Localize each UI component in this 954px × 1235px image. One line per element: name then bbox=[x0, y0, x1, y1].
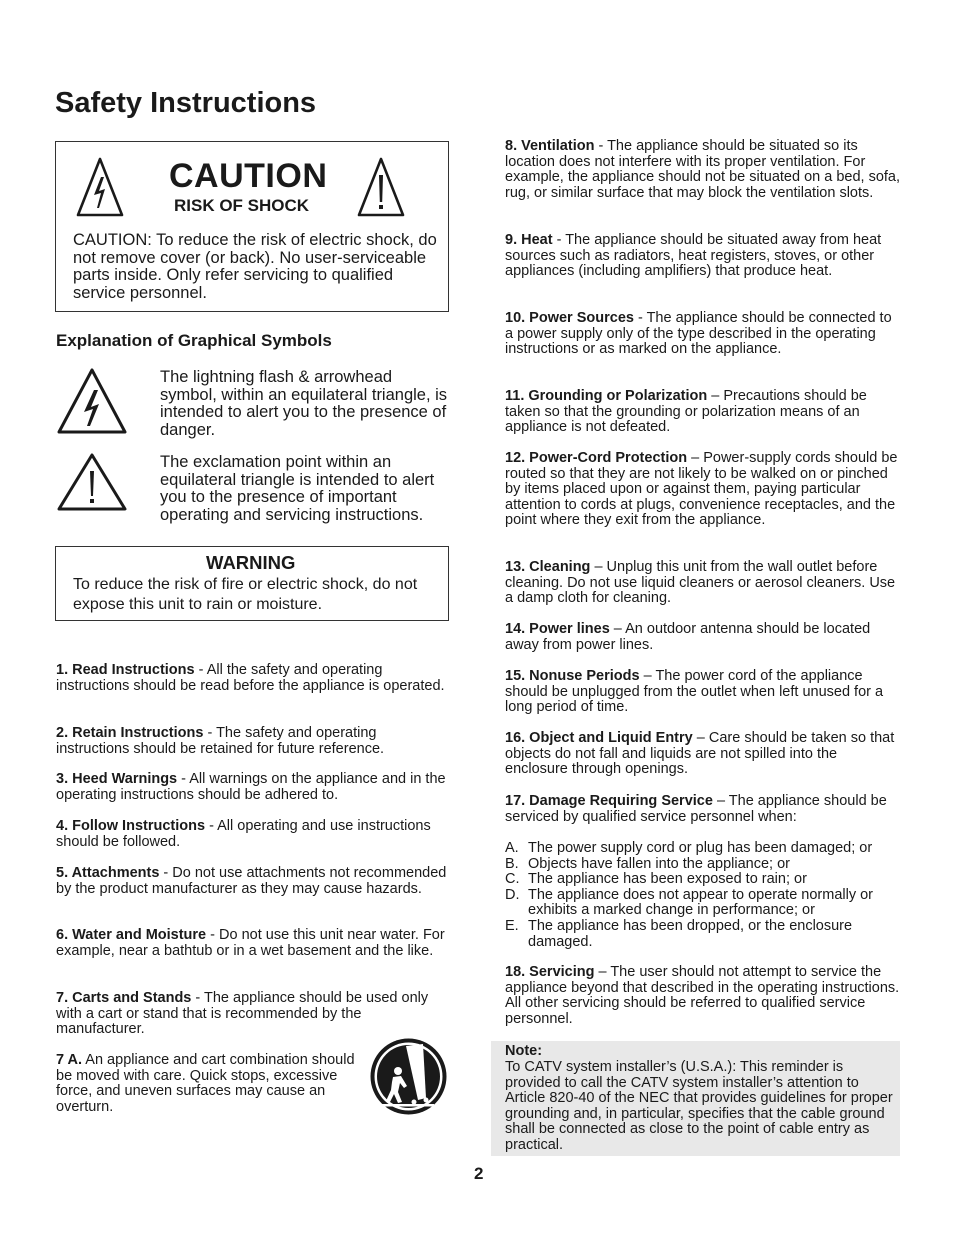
symbols-heading: Explanation of Graphical Symbols bbox=[56, 331, 332, 350]
list-item: 15. Nonuse Periods – The power cord of the appliance should be unplugged from the outlet when left unused for a long period of time. bbox=[505, 668, 884, 716]
exclamation-symbol-text: The exclamation point within an equilateral triangle is intended to alert you to the presence of important operating and servicing instructions. bbox=[160, 453, 435, 524]
list-item: 8. Ventilation - The appliance should be situated so its location does not interfere with its proper ventilation. For example, the appliance should not be situated on a bed, sofa, rug, or similar surface that may block the ventilation slots. bbox=[505, 138, 901, 201]
list-item: 18. Servicing – The user should not attempt to service the appliance beyond that described in the operating instructions. All other servicing should be referred to qualified service personnel. bbox=[505, 964, 900, 1027]
lightning-symbol-text: The lightning flash & arrowhead symbol, within an equilateral triangle, is intended to alert you to the presence of danger. bbox=[160, 368, 448, 439]
list-item: E. The appliance has been dropped, or the enclosure damaged. bbox=[505, 917, 853, 950]
list-item: 14. Power lines – An outdoor antenna should be located away from power lines. bbox=[505, 621, 871, 653]
list-item: 17. Damage Requiring Service – The appliance should be serviced by qualified service personnel when: bbox=[505, 793, 887, 825]
list-item: 7. Carts and Stands - The appliance should be used only with a cart or stand that is recommended by the manufacturer. bbox=[56, 990, 429, 1038]
lightning-symbol-icon bbox=[56, 366, 128, 436]
warning-title: WARNING bbox=[206, 552, 296, 573]
lightning-triangle-icon bbox=[75, 155, 125, 219]
list-item: 16. Object and Liquid Entry – Care should be taken so that objects do not fall and liquids are not spilled into the enclosure through openings. bbox=[505, 730, 895, 778]
list-item: 9. Heat - The appliance should be situated away from heat sources such as radiators, heat registers, stoves, or other appliances (including amplifiers) that produce heat. bbox=[505, 232, 882, 280]
list-item: 13. Cleaning – Unplug this unit from the wall outlet before cleaning. Do not use liquid cleaners or aerosol cleaners. Use a damp cloth for cleaning. bbox=[505, 559, 896, 607]
list-item: 1. Read Instructions - All the safety and operating instructions should be read before the appliance is operated. bbox=[56, 662, 445, 694]
list-item: 6. Water and Moisture - Do not use this unit near water. For example, near a bathtub or in a wet basement and the like. bbox=[56, 927, 445, 959]
list-item: 12. Power-Cord Protection – Power-supply cords should be routed so that they are not likely to be walked on or pinched by items placed upon or against them, paying particular attention to cords at plugs, convenience receptacles, and the point where they exit from the appliance. bbox=[505, 450, 898, 529]
list-item: 7 A. An appliance and cart combination should be moved with care. Quick stops, excessive force, and uneven surfaces may cause an overturn. bbox=[56, 1052, 355, 1115]
damage-conditions-list bbox=[505, 841, 900, 950]
list-item: D. The appliance does not appear to operate normally or exhibits a marked change in performance; or bbox=[505, 886, 873, 919]
note-title: Note: bbox=[505, 1043, 543, 1059]
list-item: 5. Attachments - Do not use attachments not recommended by the product manufacturer as they may cause hazards. bbox=[56, 865, 447, 897]
cart-tip-over-warning-icon bbox=[368, 1036, 449, 1117]
list-item: 2. Retain Instructions - The safety and operating instructions should be retained for future reference. bbox=[56, 725, 385, 757]
warning-text: To reduce the risk of fire or electric shock, do not expose this unit to rain or moisture. bbox=[73, 576, 418, 613]
caution-title: CAUTION bbox=[169, 157, 328, 195]
caution-subtitle: RISK OF SHOCK bbox=[174, 196, 310, 215]
list-item: 3. Heed Warnings - All warnings on the appliance and in the operating instructions should be adhered to. bbox=[56, 771, 446, 803]
list-item: 4. Follow Instructions - All operating and use instructions should be followed. bbox=[56, 818, 431, 850]
caution-text: CAUTION: To reduce the risk of electric shock, do not remove cover (or back). No user-serviceable parts inside. Only refer servicing to qualified service personnel. bbox=[73, 231, 437, 302]
list-item: 11. Grounding or Polarization – Precautions should be taken so that the grounding or polarization means of an appliance is not defeated. bbox=[505, 388, 867, 436]
exclamation-symbol-icon bbox=[56, 451, 128, 513]
page-title: Safety Instructions bbox=[55, 87, 317, 119]
list-item: 10. Power Sources - The appliance should be connected to a power supply only of the type described in the operating instructions or as marked on the appliance. bbox=[505, 310, 892, 358]
list-item: C. The appliance has been exposed to rain; or bbox=[505, 871, 807, 888]
list-item: B. Objects have fallen into the appliance; or bbox=[505, 855, 790, 872]
note-box bbox=[491, 1041, 900, 1156]
exclamation-triangle-icon bbox=[356, 155, 406, 219]
page-number: 2 bbox=[474, 1164, 484, 1183]
list-item: A. The power supply cord or plug has been damaged; or bbox=[505, 840, 873, 856]
warning-box bbox=[55, 546, 449, 621]
note-text: To CATV system installer’s (U.S.A.): This reminder is provided to call the CATV system installer’s attention to Article 820-40 of the NEC that provides guidelines for proper grounding and, in particular, specifies that the cable ground shall be connected as close to the point of cable entry as practical. bbox=[505, 1059, 893, 1153]
caution-box bbox=[55, 141, 449, 312]
